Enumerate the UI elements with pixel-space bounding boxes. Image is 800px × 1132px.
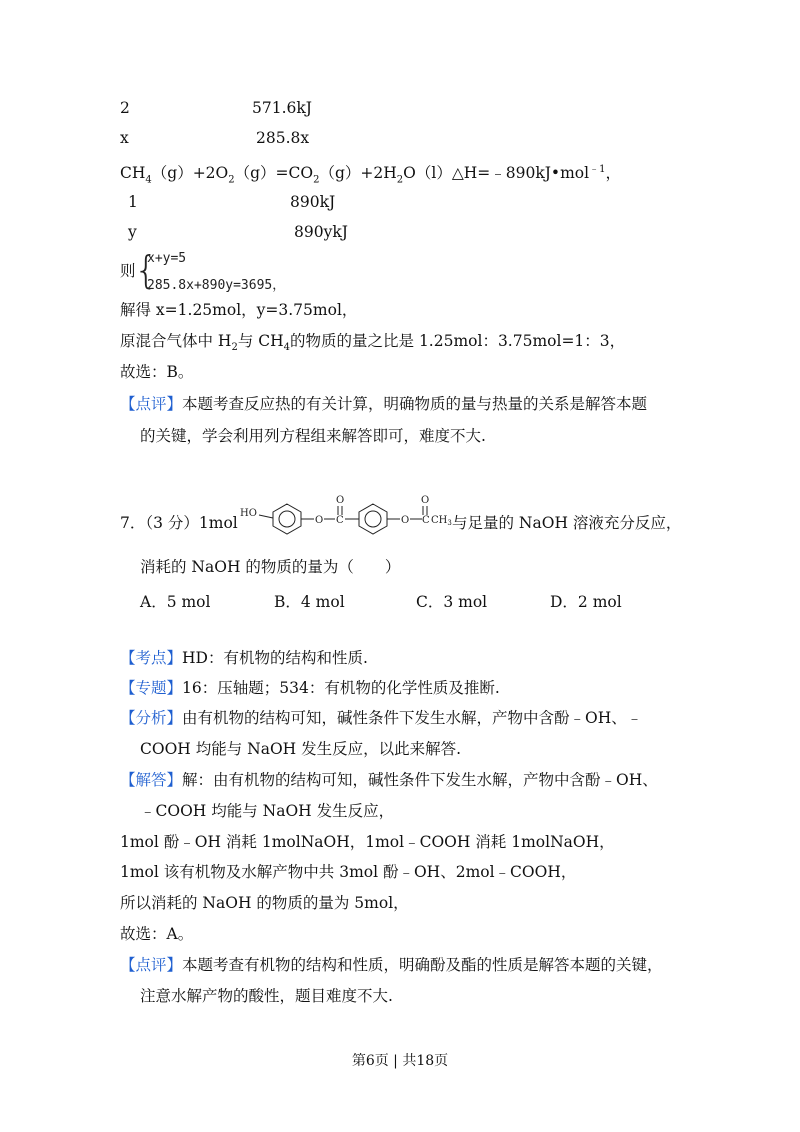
calc-row-2	[120, 128, 310, 148]
calc-row-4	[120, 222, 348, 242]
calc-row-1	[120, 98, 312, 118]
system-eq-1: x+y=5	[147, 251, 187, 266]
fenxi-tag: 【分析】	[120, 709, 183, 727]
system-brace: {	[134, 248, 159, 292]
solution-line-6: 故选：A。	[120, 925, 194, 943]
q7-number: 7．（3 分）1mol	[120, 514, 238, 532]
label-o-ether-2: O	[401, 515, 410, 526]
q7-text-after: 与足量的 NaOH 溶液充分反应，	[452, 514, 682, 532]
solution-line-5: 所以消耗的 NaOH 的物质的量为 5mol，	[120, 894, 409, 912]
jieda-line-2: ﹣COOH 均能与 NaOH 发生反应，	[140, 802, 395, 820]
calc-row-3	[120, 192, 336, 212]
kaodian-line: 【考点】HD：有机物的结构和性质.	[120, 649, 368, 667]
solve-line: 解得 x=1.25mol，y=3.75mol，	[120, 301, 358, 319]
fenxi-line-1: 【分析】由有机物的结构可知，碱性条件下发生水解，产物中含酚﹣OH、﹣	[120, 709, 643, 727]
label-o-ether-1: O	[315, 515, 324, 526]
label-ho: HO	[240, 508, 257, 519]
solution-line-3: 1mol 酚﹣OH 消耗 1molNaOH，1mol﹣COOH 消耗 1molNaOH，	[120, 833, 615, 851]
zhuanti-line: 【专题】16：压轴题；534：有机物的化学性质及推断.	[120, 679, 500, 697]
calc-row-1-b: 571.6kJ	[252, 99, 312, 117]
calc-row-1-a: 2	[120, 99, 130, 117]
kaodian-tag: 【考点】	[120, 649, 183, 667]
label-ch3: $CH_3$	[431, 515, 452, 527]
label-c-1: C	[336, 515, 344, 526]
benzene-ring-2	[359, 504, 387, 534]
page-footer: 第6页 | 共18页	[351, 1053, 449, 1069]
calc-row-4-b: 890ykJ	[294, 223, 348, 241]
calc-row-2-a: x	[120, 129, 129, 147]
solution-line-4: 1mol 该有机物及水解产物中共 3mol 酚﹣OH、2mol﹣COOH，	[120, 863, 577, 881]
ch4-equation: $CH_4(g)+2O_2(g)=CO_2(g)+2H_2O(l)\triangle H=﹣890kJ•mol^{﹣1}$，	[120, 164, 621, 186]
benzene-ring-1	[273, 504, 301, 534]
calc-row-4-a: y	[128, 223, 137, 241]
fenxi-line-2: COOH 均能与 NaOH 发生反应，以此来解答.	[140, 740, 462, 758]
calc-row-3-a: 1	[128, 193, 138, 211]
zhuanti-tag: 【专题】	[120, 679, 183, 697]
calc-row-3-b: 890kJ	[290, 193, 336, 211]
option-c: C．3 mol	[416, 593, 488, 611]
comment-line-1: 【点评】本题考查反应热的有关计算，明确物质的量与热量的关系是解答本题	[120, 395, 648, 413]
dianping-line-2: 注意水解产物的酸性，题目难度不大.	[140, 987, 393, 1005]
label-o-carbonyl-2: O	[421, 495, 430, 506]
comment-tag: 【点评】	[120, 395, 183, 413]
choose-line: 故选：B。	[120, 363, 194, 381]
comment-line-2: 的关键，学会利用列方程组来解答即可，难度不大.	[140, 427, 486, 445]
jieda-tag: 【解答】	[120, 771, 183, 789]
option-d: D．2 mol	[550, 593, 622, 611]
calc-row-2-b: 285.8x	[256, 129, 310, 147]
label-o-carbonyl-1: O	[336, 495, 345, 506]
option-a: A．5 mol	[140, 593, 211, 611]
system-prefix: 则	[120, 262, 136, 280]
dianping-line-1: 【点评】本题考查有机物的结构和性质，明确酚及酯的性质是解答本题的关键，	[120, 956, 663, 974]
jieda-line-1: 【解答】解：由有机物的结构可知，碱性条件下发生水解，产物中含酚﹣OH、	[120, 771, 658, 789]
dianping-tag: 【点评】	[120, 956, 183, 974]
option-b: B．4 mol	[274, 593, 345, 611]
label-c-2: C	[422, 515, 430, 526]
q7-line-2: 消耗的 NaOH 的物质的量为（ ）	[140, 558, 401, 576]
ester-structure-diagram	[238, 482, 454, 538]
ratio-line: 原混合气体中 $H_2$与 $CH_4$的物质的量之比是 1.25mol：3.75mol=1：3，	[120, 332, 626, 354]
system-eq-2: 285.8x+890y=3695，	[147, 278, 286, 293]
